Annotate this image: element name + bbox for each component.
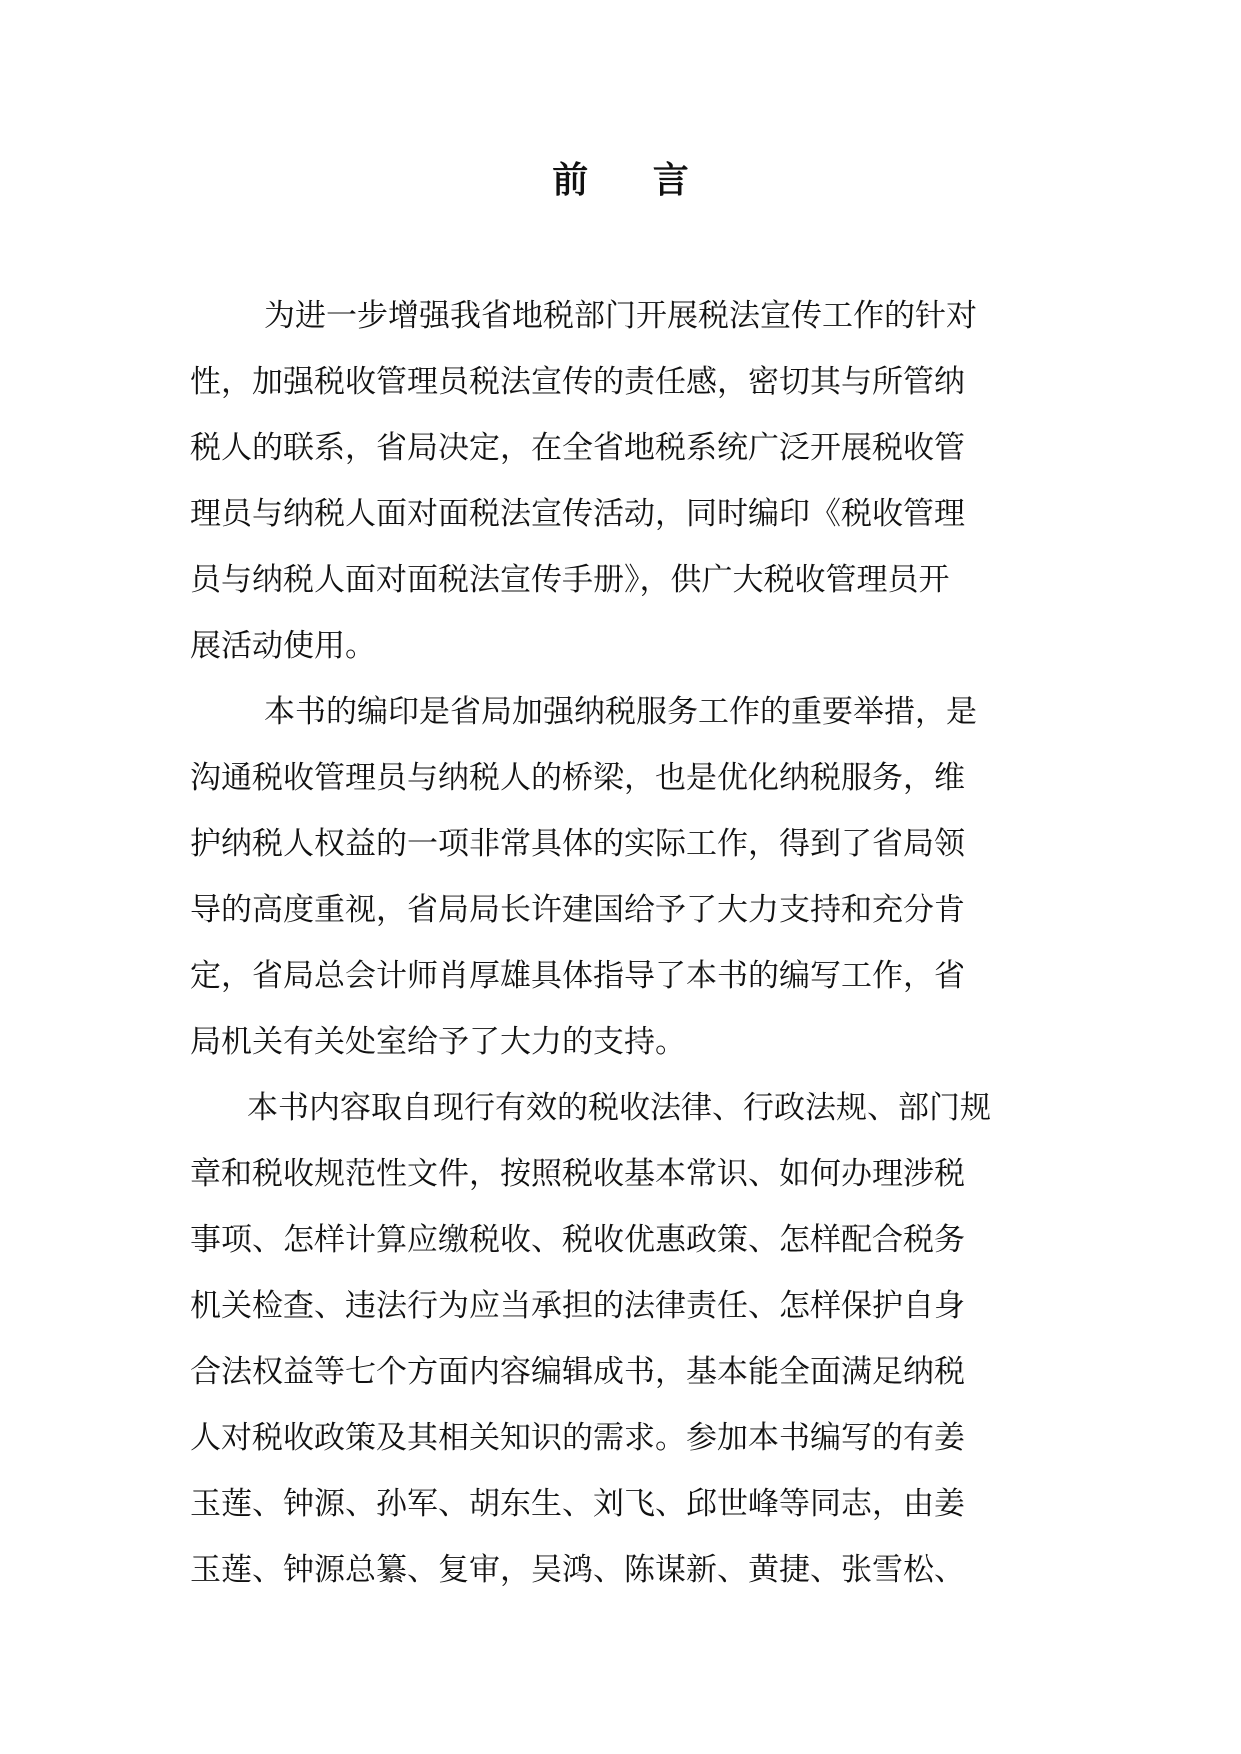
paragraph-2-line-5: 定，省局总会计师肖厚雄具体指导了本书的编写工作，省: [190, 958, 965, 994]
paragraph-1-line-3: 税人的联系，省局决定，在全省地税系统广泛开展税收管: [190, 430, 965, 466]
paragraph-3-line-8: 玉莲、钟源总纂、复审，吴鸿、陈谋新、黄捷、张雪松、: [190, 1552, 965, 1588]
paragraph-2-line-3: 护纳税人权益的一项非常具体的实际工作，得到了省局领: [190, 826, 965, 862]
paragraph-1-line-4: 理员与纳税人面对面税法宣传活动，同时编印《税收管理: [190, 496, 965, 532]
paragraph-1-line-1: 为进一步增强我省地税部门开展税法宣传工作的针对: [264, 298, 977, 334]
paragraph-3-line-2: 章和税收规范性文件，按照税收基本常识、如何办理涉税: [190, 1156, 965, 1192]
paragraph-3-line-1: 本书内容取自现行有效的税收法律、行政法规、部门规: [247, 1090, 991, 1126]
document-body: [190, 283, 1070, 1603]
paragraph-1-line-2: 性，加强税收管理员税法宣传的责任感，密切其与所管纳: [190, 364, 965, 400]
paragraph-2-line-4: 导的高度重视，省局局长许建国给予了大力支持和充分肯: [190, 892, 965, 928]
paragraph-3-line-3: 事项、怎样计算应缴税收、税收优惠政策、怎样配合税务: [190, 1222, 965, 1258]
paragraph-3-line-4: 机关检查、违法行为应当承担的法律责任、怎样保护自身: [190, 1288, 965, 1324]
paragraph-2-line-6: 局机关有关处室给予了大力的支持。: [190, 1024, 686, 1060]
paragraph-2-line-1: 本书的编印是省局加强纳税服务工作的重要举措，是: [264, 694, 977, 730]
page-title: 前 言: [552, 159, 715, 201]
paragraph-3-line-5: 合法权益等七个方面内容编辑成书，基本能全面满足纳税: [190, 1354, 965, 1390]
paragraph-1-line-5: 员与纳税人面对面税法宣传手册》，供广大税收管理员开: [190, 562, 950, 598]
paragraph-3-line-6: 人对税收政策及其相关知识的需求。参加本书编写的有姜: [190, 1420, 965, 1456]
paragraph-1-line-6: 展活动使用。: [190, 628, 376, 664]
paragraph-3-line-7: 玉莲、钟源、孙军、胡东生、刘飞、邱世峰等同志，由姜: [190, 1486, 965, 1522]
paragraph-2-line-2: 沟通税收管理员与纳税人的桥梁，也是优化纳税服务，维: [190, 760, 965, 796]
